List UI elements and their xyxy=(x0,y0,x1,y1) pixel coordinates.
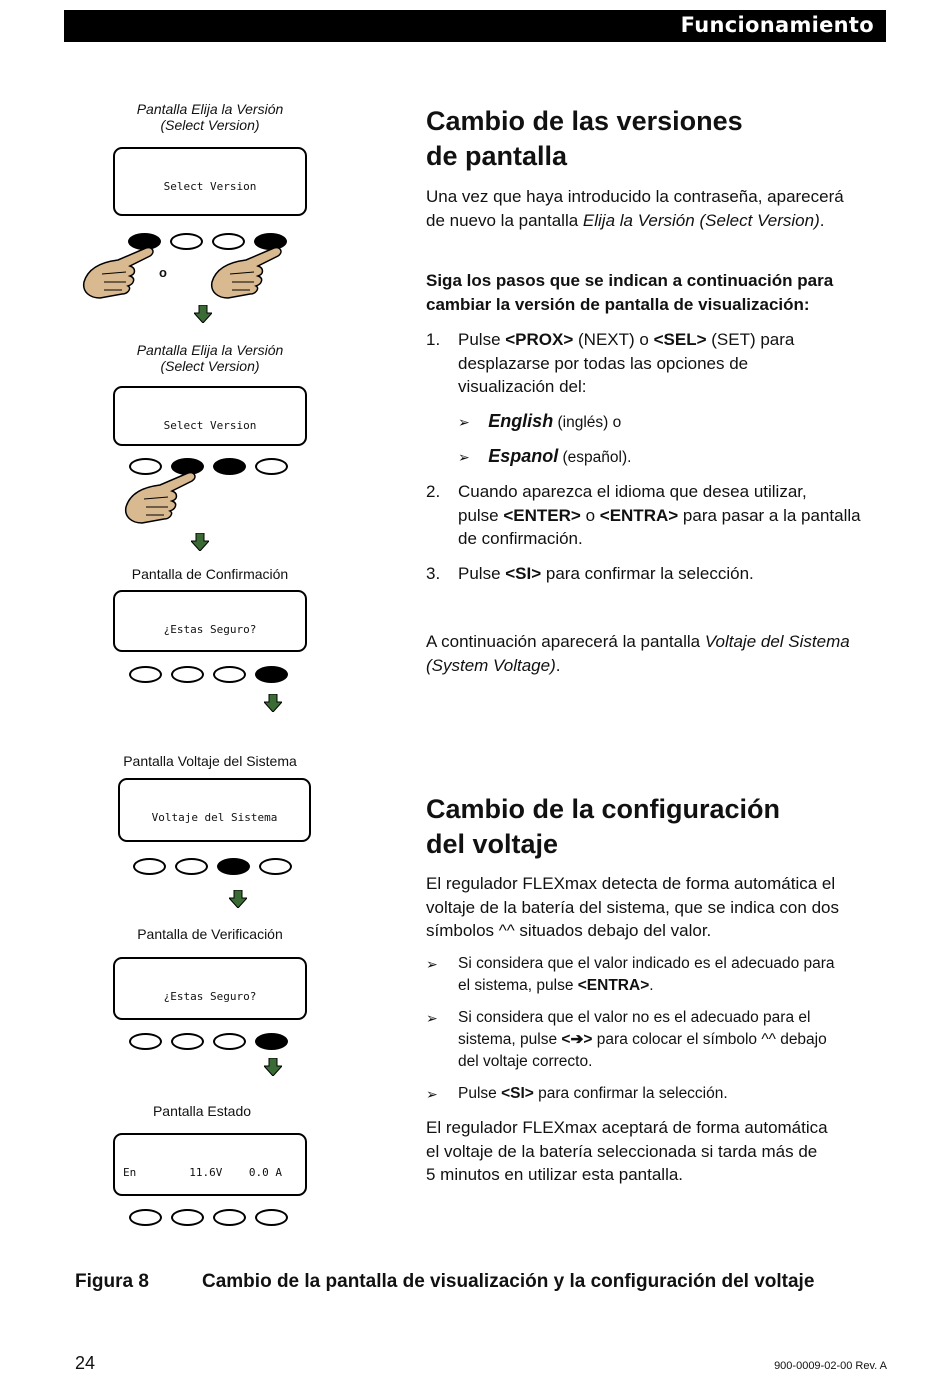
soft-button-2[interactable] xyxy=(171,1209,204,1226)
bullet-1 xyxy=(426,953,896,997)
text: (SET) para xyxy=(706,330,795,349)
text: visualización del: xyxy=(458,377,587,396)
soft-button-3[interactable] xyxy=(213,1033,246,1050)
figure-caption: Cambio de la pantalla de visualización y la configuración del voltaje xyxy=(202,1271,815,1292)
or-label: o xyxy=(159,265,167,280)
soft-button-3[interactable] xyxy=(213,1209,246,1226)
text: (NEXT) o xyxy=(573,330,654,349)
option-espanol xyxy=(458,446,631,467)
section2-title xyxy=(426,792,780,862)
soft-button-1[interactable] xyxy=(129,1209,162,1226)
soft-button-2[interactable] xyxy=(170,233,203,250)
lcd-line: Voltaje del Sistema xyxy=(151,811,278,824)
key-entra: <ENTRA> xyxy=(599,505,679,525)
soft-button-1[interactable] xyxy=(129,666,162,683)
text: el voltaje de la batería seleccionada si tarda más de xyxy=(426,1141,818,1161)
text: (System Voltage) xyxy=(426,655,556,675)
bullet-arrow-icon: ➢ xyxy=(426,1086,438,1102)
text: English xyxy=(488,411,554,431)
down-arrow-icon xyxy=(191,533,209,551)
text: El regulador FLEXmax detecta de forma automática el xyxy=(426,874,836,893)
text: desplazarse por todas las opciones de xyxy=(458,353,749,373)
text: para pasar a la pantalla xyxy=(678,505,861,525)
section1-steps-heading xyxy=(426,269,886,317)
soft-button-3[interactable] xyxy=(213,458,246,475)
text: Voltaje del Sistema xyxy=(704,632,850,651)
soft-button-3[interactable] xyxy=(213,666,246,683)
soft-button-4[interactable] xyxy=(255,1209,288,1226)
section1-outro xyxy=(426,630,896,677)
soft-button-3[interactable] xyxy=(217,858,250,875)
lcd-verification xyxy=(113,957,307,1020)
screen2-caption xyxy=(90,342,330,374)
text: el sistema, pulse xyxy=(458,977,578,994)
figure-label: Figura 8 xyxy=(75,1271,149,1292)
section2-title-line1: Cambio de la configuración xyxy=(426,794,781,824)
section1-title-line2: de pantalla xyxy=(426,141,568,171)
step-number: 3. xyxy=(426,564,441,583)
down-arrow-icon xyxy=(264,694,282,712)
header-bar xyxy=(64,10,886,42)
step-number: 1. xyxy=(426,330,441,349)
bullet-arrow-icon: ➢ xyxy=(426,1010,438,1026)
text: Pulse xyxy=(458,564,506,583)
key-si: <SI> xyxy=(501,1085,534,1102)
lcd-line: ¿Estas Seguro? xyxy=(163,990,257,1003)
text: Si considera que el valor indicado es el adecuado para xyxy=(458,955,835,972)
soft-button-1[interactable] xyxy=(133,858,166,875)
screen2-caption-a: Pantalla Elija la Versión xyxy=(136,342,284,358)
text: Cuando aparezca el idioma que desea utilizar, xyxy=(458,482,807,501)
text: . xyxy=(819,210,825,230)
section1-title-line1: Cambio de las versiones xyxy=(426,106,743,136)
soft-button-1[interactable] xyxy=(129,1033,162,1050)
pointing-hand-icon xyxy=(208,240,288,300)
key-enter: <ENTER> xyxy=(503,505,581,525)
bullet-arrow-icon: ➢ xyxy=(458,414,470,430)
down-arrow-icon xyxy=(229,890,247,908)
step-3 xyxy=(426,562,886,586)
soft-button-4[interactable] xyxy=(255,458,288,475)
screen1-caption xyxy=(90,101,330,133)
section1-title xyxy=(426,104,743,174)
lcd-select-version-espanol xyxy=(113,386,307,446)
soft-button-2[interactable] xyxy=(171,1033,204,1050)
button-row-5 xyxy=(129,1033,288,1050)
text: sistema, pulse xyxy=(458,1031,562,1048)
lcd-confirmation xyxy=(113,590,307,652)
text: Espanol xyxy=(488,446,559,466)
text: Siga los pasos que se indican a continuación para xyxy=(426,271,834,290)
section1-intro xyxy=(426,185,886,232)
header-title: Funcionamiento xyxy=(680,13,874,37)
text: Si considera que el valor no es el adecuado para el xyxy=(458,1009,811,1026)
down-arrow-icon xyxy=(194,305,212,323)
bullet-3 xyxy=(426,1083,896,1105)
text: o xyxy=(580,505,600,525)
text: de nuevo la pantalla xyxy=(426,210,583,230)
text: para colocar el símbolo ^^ debajo xyxy=(592,1031,827,1048)
screen4-caption: Pantalla Voltaje del Sistema xyxy=(123,753,297,769)
text: El regulador FLEXmax aceptará de forma automática xyxy=(426,1118,828,1137)
pointing-hand-icon xyxy=(80,240,160,300)
text: para confirmar la selección. xyxy=(533,1085,728,1102)
soft-button-2[interactable] xyxy=(175,858,208,875)
bullet-arrow-icon: ➢ xyxy=(458,449,470,465)
text: A continuación aparecerá la pantalla xyxy=(426,632,705,651)
screen1-caption-b: (Select Version) xyxy=(160,117,260,133)
screen1-caption-a: Pantalla Elija la Versión xyxy=(136,101,284,117)
text: . xyxy=(555,655,561,675)
text: símbolos ^^ situados debajo del valor. xyxy=(426,921,712,940)
section2-paragraph2 xyxy=(426,1116,896,1187)
screen5-caption: Pantalla de Verificación xyxy=(137,926,283,942)
document-code: 900-0009-02-00 Rev. A xyxy=(774,1360,887,1372)
lcd-line: Select Version xyxy=(163,180,257,193)
text: Pulse xyxy=(458,1085,502,1102)
button-row-3 xyxy=(129,666,288,683)
soft-button-2[interactable] xyxy=(171,666,204,683)
lcd-line: ¿Estas Seguro? xyxy=(163,623,257,636)
text: cambiar la versión de pantalla de visualización: xyxy=(426,295,810,314)
lcd-system-voltage xyxy=(118,778,311,842)
text: . xyxy=(649,977,654,994)
lcd-line: Select Version xyxy=(163,419,257,432)
text: voltaje de la batería del sistema, que se indica con dos xyxy=(426,897,839,917)
page-number: 24 xyxy=(75,1353,96,1373)
text: de confirmación. xyxy=(458,529,583,548)
text: Pulse xyxy=(458,330,506,349)
lcd-line: En 11.6V 0.0 A xyxy=(123,1166,282,1179)
screen2-caption-b: (Select Version) xyxy=(160,358,260,374)
screen3-caption: Pantalla de Confirmación xyxy=(131,566,289,582)
text: Elija la Versión (Select Version) xyxy=(582,210,820,230)
text: (español). xyxy=(558,449,632,466)
soft-button-4[interactable] xyxy=(255,1033,288,1050)
step-1 xyxy=(426,328,886,399)
step-number: 2. xyxy=(426,482,441,501)
text: 5 minutos en utilizar esta pantalla. xyxy=(426,1165,684,1184)
down-arrow-icon xyxy=(264,1058,282,1076)
key-si: <SI> xyxy=(505,564,542,583)
text: Una vez que haya introducido la contraseña, aparecerá xyxy=(426,187,844,206)
step-2 xyxy=(426,480,896,551)
bullet-2 xyxy=(426,1007,896,1073)
key-sel: <SEL> xyxy=(653,330,707,349)
text: del voltaje correcto. xyxy=(458,1053,593,1070)
pointing-hand-icon xyxy=(122,465,202,525)
lcd-status xyxy=(113,1133,307,1196)
button-row-6 xyxy=(129,1209,288,1226)
button-row-4 xyxy=(133,858,292,875)
bullet-arrow-icon: ➢ xyxy=(426,956,438,972)
soft-button-4[interactable] xyxy=(259,858,292,875)
lcd-select-version-english xyxy=(113,147,307,216)
screen6-caption: Pantalla Estado xyxy=(152,1103,252,1119)
text: (inglés) o xyxy=(553,414,622,431)
key-prox: <PROX> xyxy=(505,330,574,349)
key-entra: <ENTRA> xyxy=(577,977,650,994)
text: para confirmar la selección. xyxy=(541,564,754,583)
section2-title-line2: del voltaje xyxy=(426,829,559,859)
section2-paragraph1 xyxy=(426,872,896,943)
text: pulse xyxy=(458,505,504,525)
soft-button-4[interactable] xyxy=(255,666,288,683)
option-english xyxy=(458,411,621,432)
key-arrow: <➔> xyxy=(561,1031,593,1048)
